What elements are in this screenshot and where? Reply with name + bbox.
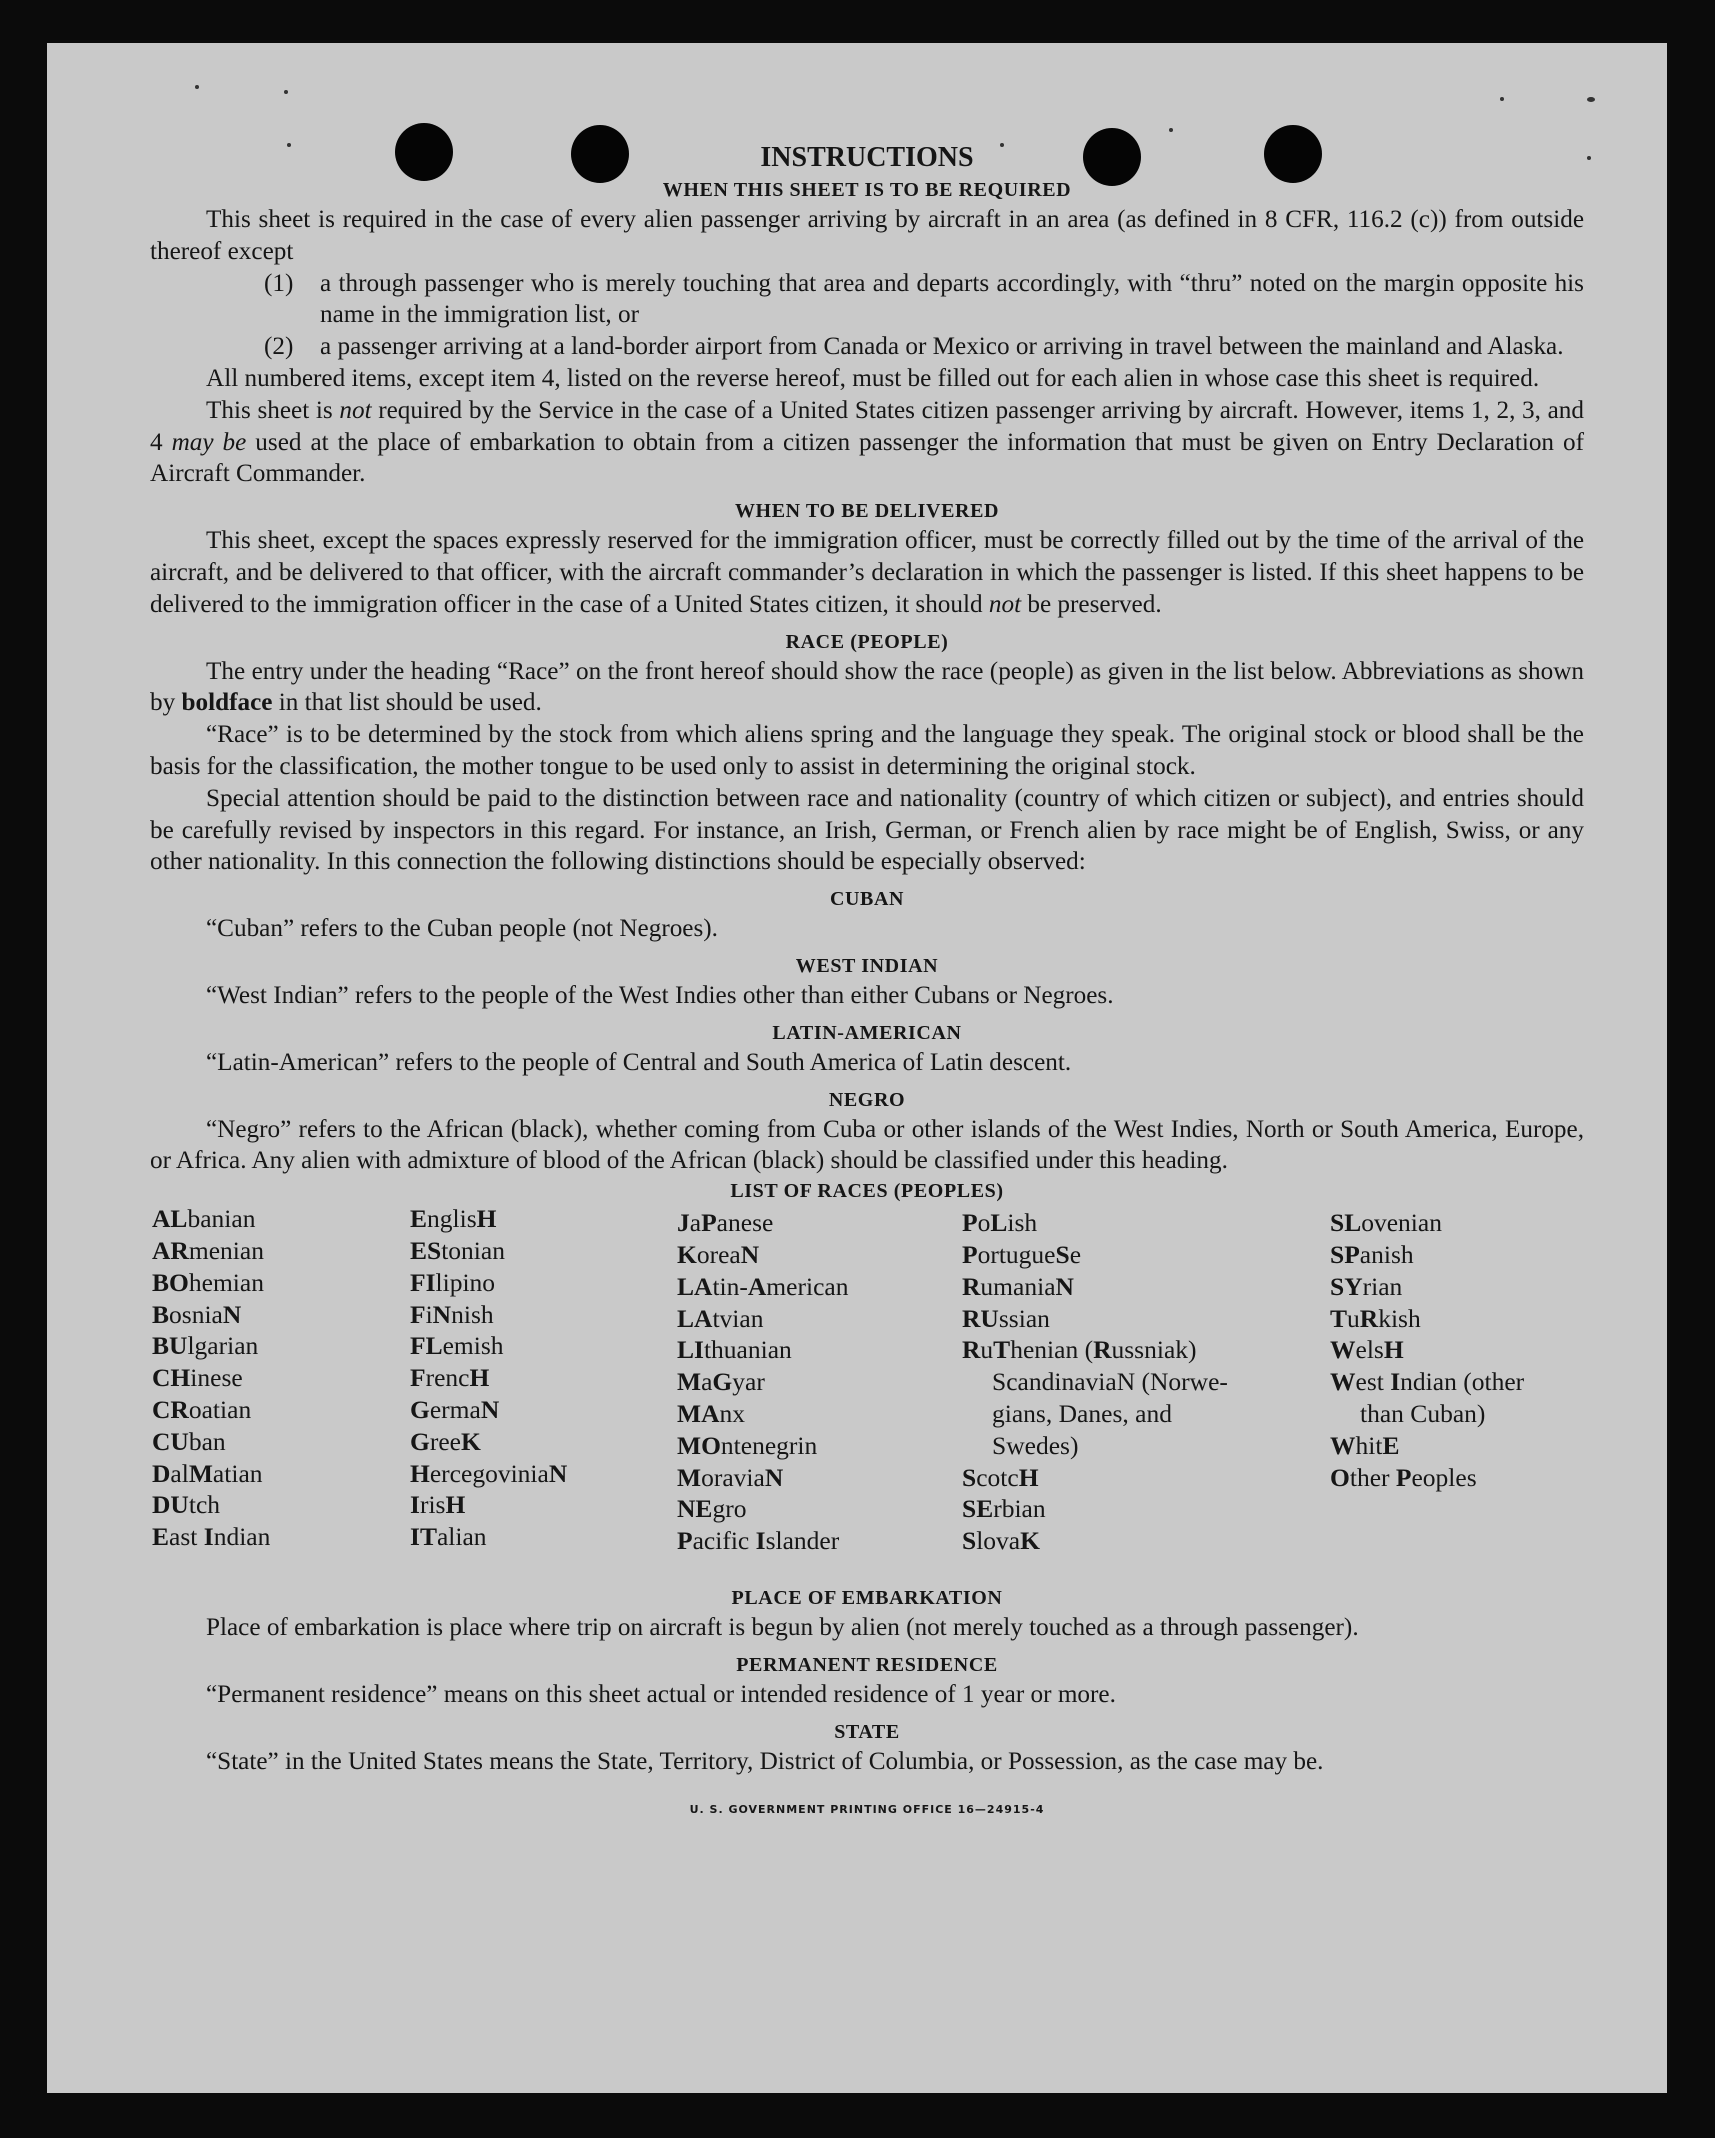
race-entry: DalMatian <box>152 1458 263 1488</box>
speck <box>195 85 199 89</box>
race-entry: MOntenegrin <box>677 1430 818 1460</box>
paragraph-race-entry: The entry under the heading “Race” on the front hereof should show the race (people) as given in the list below. Abbreviations as shown by boldface in that list should be used. <box>150 657 1584 717</box>
speck <box>1169 128 1173 132</box>
page-title: INSTRUCTIONS <box>760 142 974 173</box>
race-entry: FLemish <box>410 1331 504 1361</box>
paragraph-cuban: “Cuban” refers to the Cuban people (not Negroes). <box>206 915 718 943</box>
race-entry: GreeK <box>410 1426 481 1456</box>
paragraph-race-definition: “Race” is to be determined by the stock from which aliens spring and the language they speak. The original stock or blood shall be the basis for the classification, the mother tongue to be used only to assist in determining the original stock. <box>150 721 1584 780</box>
race-entry: BOhemian <box>152 1267 264 1297</box>
race-entry: WhitE <box>1330 1430 1400 1460</box>
exception-item-2 <box>264 331 1584 363</box>
race-entry: SErbian <box>962 1494 1046 1524</box>
race-entry: MoraviaN <box>677 1462 784 1492</box>
heading-list-of-races: LIST OF RACES (PEOPLES) <box>730 1180 1004 1203</box>
race-entry: RumaniaN <box>962 1271 1074 1301</box>
item-text: a passenger arriving at a land-border airport from Canada or Mexico or arriving in travel between the mainland and Alaska. <box>320 333 1564 361</box>
exception-item-1 <box>264 268 1584 332</box>
race-entry: MAnx <box>677 1398 745 1428</box>
heading-embarkation: PLACE OF EMBARKATION <box>731 1587 1003 1610</box>
heading-latin-american: LATIN-AMERICAN <box>772 1021 962 1044</box>
printer-imprint: U. S. GOVERNMENT PRINTING OFFICE 16—24915-4 <box>689 1802 1045 1816</box>
heading-when-required: WHEN THIS SHEET IS TO BE REQUIRED <box>662 179 1072 201</box>
race-entry: West Indian (other <box>1330 1367 1525 1397</box>
race-entry: GermaN <box>410 1394 500 1424</box>
race-entry: DUtch <box>152 1490 221 1520</box>
race-entry: SlovaK <box>962 1526 1040 1556</box>
heading-cuban: CUBAN <box>829 888 905 911</box>
race-entry: JaPanese <box>677 1208 774 1238</box>
race-entry: FIlipino <box>410 1267 496 1297</box>
heading-residence: PERMANENT RESIDENCE <box>736 1653 998 1676</box>
race-entry: CUban <box>152 1426 226 1456</box>
race-entry: IrisH <box>410 1490 466 1520</box>
instructions-content <box>150 140 1584 1825</box>
race-entry: Swedes) <box>992 1430 1079 1460</box>
race-entry: FrencH <box>410 1363 490 1393</box>
heading-state: STATE <box>834 1720 900 1743</box>
race-entry: ScandinaviaN (Norwe- <box>992 1367 1228 1397</box>
race-entry: East Indian <box>152 1522 271 1552</box>
item-text: a through passenger who is merely touching that area and departs accordingly, with “thru” noted on the margin opposite his name in the immigration list, or <box>320 269 1584 329</box>
paragraph-embarkation: Place of embarkation is place where trip on aircraft is begun by alien (not merely touched as a through passenger). <box>206 1614 1359 1642</box>
item-number: (1) <box>264 269 294 297</box>
item-number: (2) <box>264 333 294 361</box>
paragraph-race-distinction: Special attention should be paid to the distinction between race and nationality (country of which citizen or subject), and entries should be carefully revised by inspectors in this regard. For instance, an Irish, German, or French alien by race might be of English, Swiss, or any other nationality. In this connection the following distinctions should be especially observed: <box>150 784 1584 876</box>
heading-race: RACE (PEOPLE) <box>785 630 949 653</box>
race-entry: Pacific Islander <box>677 1526 840 1556</box>
race-entry: Other Peoples <box>1330 1462 1477 1492</box>
race-entry: ARmenian <box>152 1235 264 1265</box>
speck <box>1500 97 1504 101</box>
speck <box>284 90 288 94</box>
paragraph-west-indian: “West Indian” refers to the people of the West Indies other than either Cubans or Negroes. <box>206 981 1114 1009</box>
race-entry: LAtin-American <box>677 1271 849 1301</box>
heading-negro: NEGRO <box>828 1088 906 1111</box>
paragraph-required: This sheet is required in the case of every alien passenger arriving by aircraft in an area (as defined in 8 CFR, 116.2 (c)) from outside thereof except <box>150 206 1584 265</box>
race-entry: ITalian <box>410 1522 487 1552</box>
race-entry: SYrian <box>1330 1271 1403 1301</box>
race-column-3 <box>677 1207 848 1557</box>
paragraph-citizen: This sheet is not required by the Service in the case of a United States citizen passenger arriving by aircraft. However, items 1, 2, 3, and 4 may be used at the place of embarkation to obtain from a citizen passenger the information that must be given on Entry Declaration of Aircraft Commander. <box>150 396 1584 488</box>
race-entry: KoreaN <box>677 1239 760 1269</box>
race-entry: NEgro <box>677 1494 747 1524</box>
race-entry: MaGyar <box>677 1367 765 1397</box>
race-entry: PortugueSe <box>962 1239 1082 1269</box>
race-entry: ScotcH <box>962 1462 1039 1492</box>
race-entry: FiNnish <box>410 1299 494 1329</box>
race-entry: gians, Danes, and <box>992 1398 1172 1428</box>
race-entry: BosniaN <box>152 1299 242 1329</box>
heading-when-delivered: WHEN TO BE DELIVERED <box>734 500 1000 523</box>
race-entry: SLovenian <box>1330 1208 1442 1238</box>
race-entry: than Cuban) <box>1360 1398 1486 1428</box>
race-entry: CRoatian <box>152 1394 252 1424</box>
race-entry: PoLish <box>962 1208 1038 1238</box>
race-column-1 <box>152 1203 270 1553</box>
race-entry: RuThenian (Russniak) <box>962 1335 1197 1365</box>
race-list <box>150 1204 1584 1577</box>
race-entry: SPanish <box>1330 1239 1414 1269</box>
race-entry: EnglisH <box>410 1204 497 1234</box>
race-column-2 <box>410 1203 567 1553</box>
speck <box>1587 97 1595 102</box>
race-entry: WelsH <box>1330 1335 1404 1365</box>
race-entry: LAtvian <box>677 1303 764 1333</box>
race-column-5 <box>1330 1207 1590 1493</box>
race-entry: LIthuanian <box>677 1335 792 1365</box>
race-entry: BUlgarian <box>152 1331 259 1361</box>
paragraph-numbered-items: All numbered items, except item 4, listed on the reverse hereof, must be filled out for each alien in whose case this sheet is required. <box>206 364 1540 392</box>
paragraph-negro: “Negro” refers to the African (black), whether coming from Cuba or other islands of the West Indies, North or South America, Europe, or Africa. Any alien with admixture of blood of the African (black) should be classified under this heading. <box>150 1115 1584 1175</box>
race-entry: TuRkish <box>1330 1303 1421 1333</box>
race-entry: RUssian <box>962 1303 1050 1333</box>
race-entry: HercegoviniaN <box>410 1458 568 1488</box>
race-entry: EStonian <box>410 1235 505 1265</box>
paragraph-latin-american: “Latin-American” refers to the people of Central and South America of Latin descent. <box>206 1048 1072 1076</box>
race-entry: CHinese <box>152 1363 243 1393</box>
race-entry: ALbanian <box>152 1204 256 1234</box>
paragraph-state: “State” in the United States means the State, Territory, District of Columbia, or Possession, as the case may be. <box>206 1747 1324 1775</box>
race-column-4 <box>962 1207 1228 1557</box>
paragraph-residence: “Permanent residence” means on this sheet actual or intended residence of 1 year or more. <box>206 1680 1116 1708</box>
paragraph-delivered: This sheet, except the spaces expressly reserved for the immigration officer, must be correctly filled out by the time of the arrival of the aircraft, and be delivered to that officer, with the aircraft commander’s declaration in which the passenger is listed. If this sheet happens to be delivered to the immigration officer in the case of a United States citizen, it should not be preserved. <box>150 527 1584 618</box>
heading-west-indian: WEST INDIAN <box>795 954 939 977</box>
speck <box>1587 156 1591 160</box>
